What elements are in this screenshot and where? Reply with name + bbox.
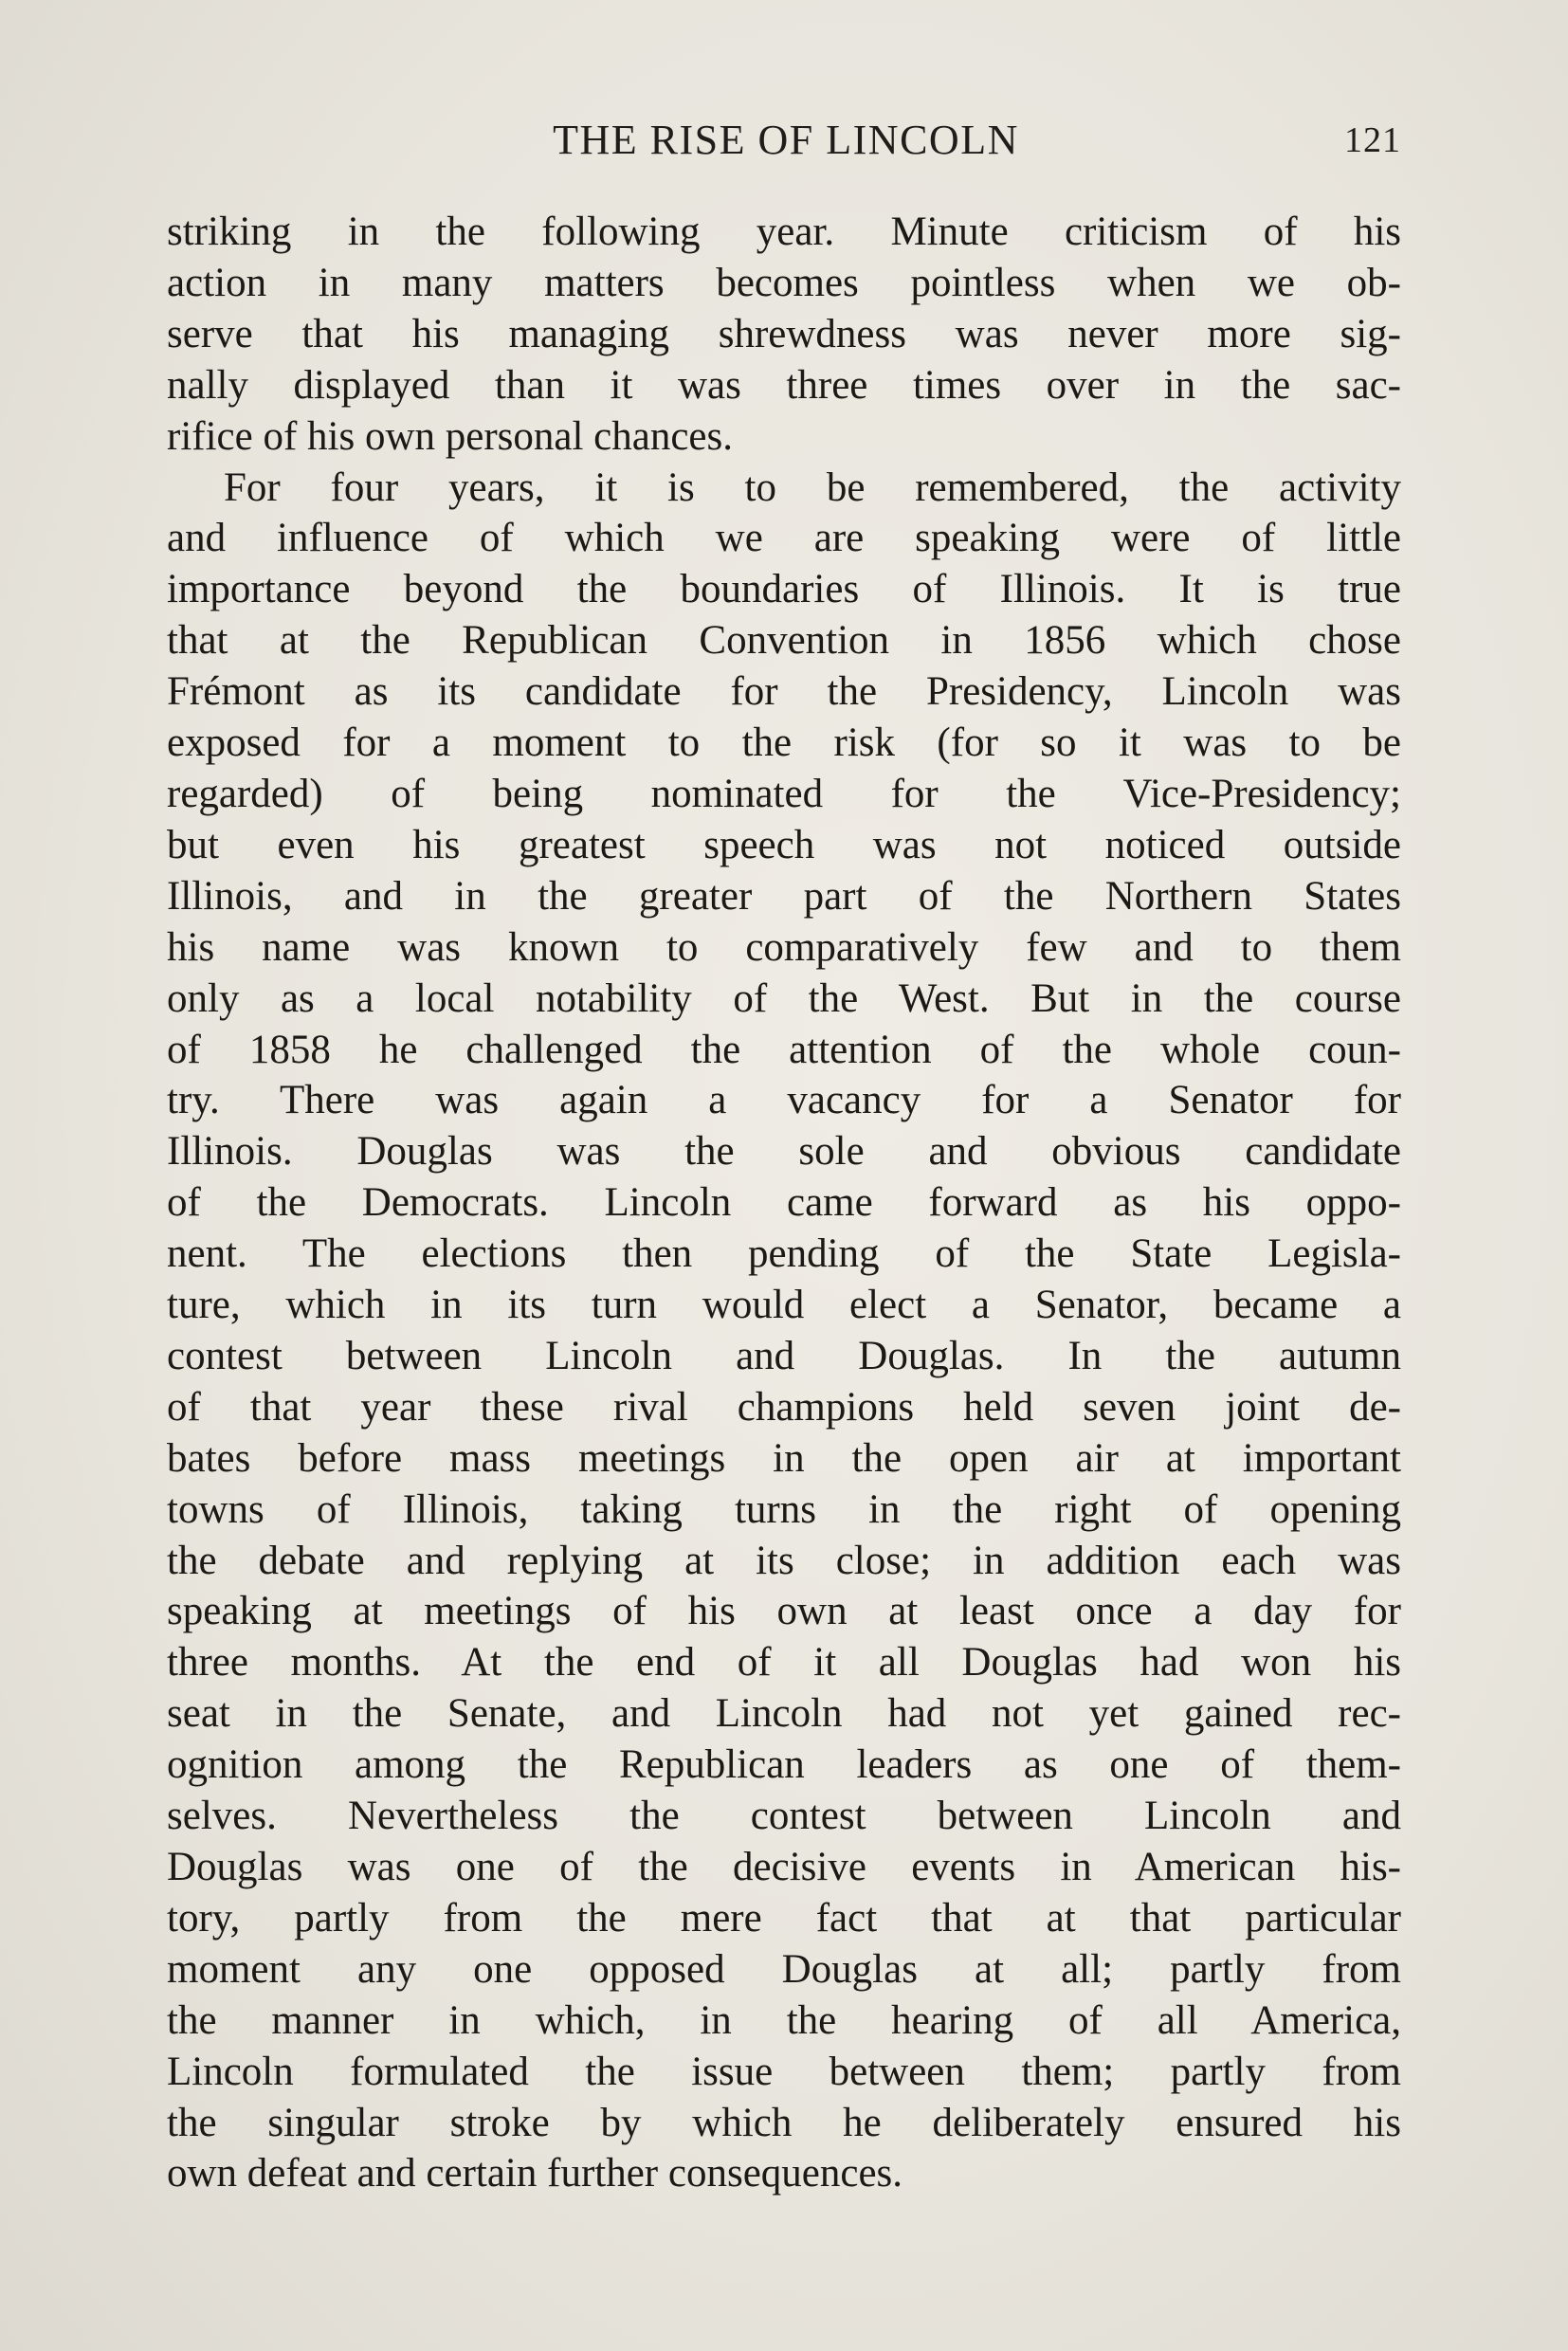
text-line: importance beyond the boundaries of Illinois. It is true [167, 567, 1401, 612]
text-line: exposed for a moment to the risk (for so it was to be [167, 720, 1401, 766]
text-line: Lincoln formulated the issue between them; partly from [167, 2049, 1401, 2094]
text-line: regarded) of being nominated for the Vice-Presidency; [167, 771, 1401, 816]
paragraph [167, 207, 1401, 463]
text-line: own defeat and certain further consequences. [167, 2151, 903, 2196]
text-line: of 1858 he challenged the attention of the whole coun- [167, 1027, 1401, 1072]
running-head [171, 116, 1401, 173]
text-line: Illinois, and in the greater part of the Northern States [167, 873, 1401, 919]
text-line: bates before mass meetings in the open air at important [167, 1435, 1401, 1481]
paragraph [167, 463, 1401, 2200]
text-line: of the Democrats. Lincoln came forward as his oppo- [167, 1180, 1401, 1226]
text-line: rifice of his own personal chances. [167, 413, 734, 459]
text-line: tory, partly from the mere fact that at that particular [167, 1895, 1401, 1941]
text-line: nally displayed than it was three times over in the sac- [167, 362, 1401, 408]
text-line: selves. Nevertheless the contest between Lincoln and [167, 1794, 1401, 1839]
text-line: Frémont as its candidate for the Presidency, Lincoln was [167, 669, 1401, 715]
text-line: contest between Lincoln and Douglas. In the autumn [167, 1333, 1401, 1378]
text-line: speaking at meetings of his own at least once a day for [167, 1589, 1401, 1634]
text-line: three months. At the end of it all Douglas had won his [167, 1640, 1401, 1686]
text-line: action in many matters becomes pointless when we ob- [167, 260, 1401, 305]
text-line: try. There was again a vacancy for a Senator for [167, 1078, 1401, 1123]
text-line: only as a local notability of the West. But in the course [167, 975, 1401, 1021]
text-line: his name was known to comparatively few and to them [167, 924, 1401, 970]
text-line: the debate and replying at its close; in addition each was [167, 1538, 1401, 1583]
text-line: nent. The elections then pending of the State Legisla- [167, 1231, 1401, 1277]
text-line: serve that his managing shrewdness was never more sig- [167, 311, 1401, 356]
page-number: 121 [1344, 120, 1401, 160]
text-line: striking in the following year. Minute criticism of his [167, 210, 1401, 254]
text-line: ture, which in its turn would elect a Senator, became a [167, 1283, 1401, 1328]
text-line: Illinois. Douglas was the sole and obvious candidate [167, 1129, 1401, 1175]
text-line: seat in the Senate, and Lincoln had not yet gained rec- [167, 1691, 1401, 1737]
running-title: THE RISE OF LINCOLN [553, 117, 1019, 163]
text-line: and influence of which we are speaking were of little [167, 516, 1401, 561]
text-line: the manner in which, in the hearing of all America, [167, 1997, 1401, 2043]
text-line: moment any one opposed Douglas at all; partly from [167, 1946, 1401, 1992]
text-line: towns of Illinois, taking turns in the right of opening [167, 1486, 1401, 1532]
body-text [167, 207, 1401, 2199]
text-line: Douglas was one of the decisive events in American his- [167, 1845, 1401, 1889]
text-line: ognition among the Republican leaders as one of them- [167, 1742, 1401, 1788]
text-line: For four years, it is to be remembered, the activity [224, 465, 1401, 510]
text-line: that at the Republican Convention in 1856 which chose [167, 618, 1401, 664]
text-line: of that year these rival champions held seven joint de- [167, 1384, 1401, 1430]
text-line: but even his greatest speech was not noticed outside [167, 822, 1401, 867]
text-line: the singular stroke by which he deliberately ensured his [167, 2100, 1401, 2145]
